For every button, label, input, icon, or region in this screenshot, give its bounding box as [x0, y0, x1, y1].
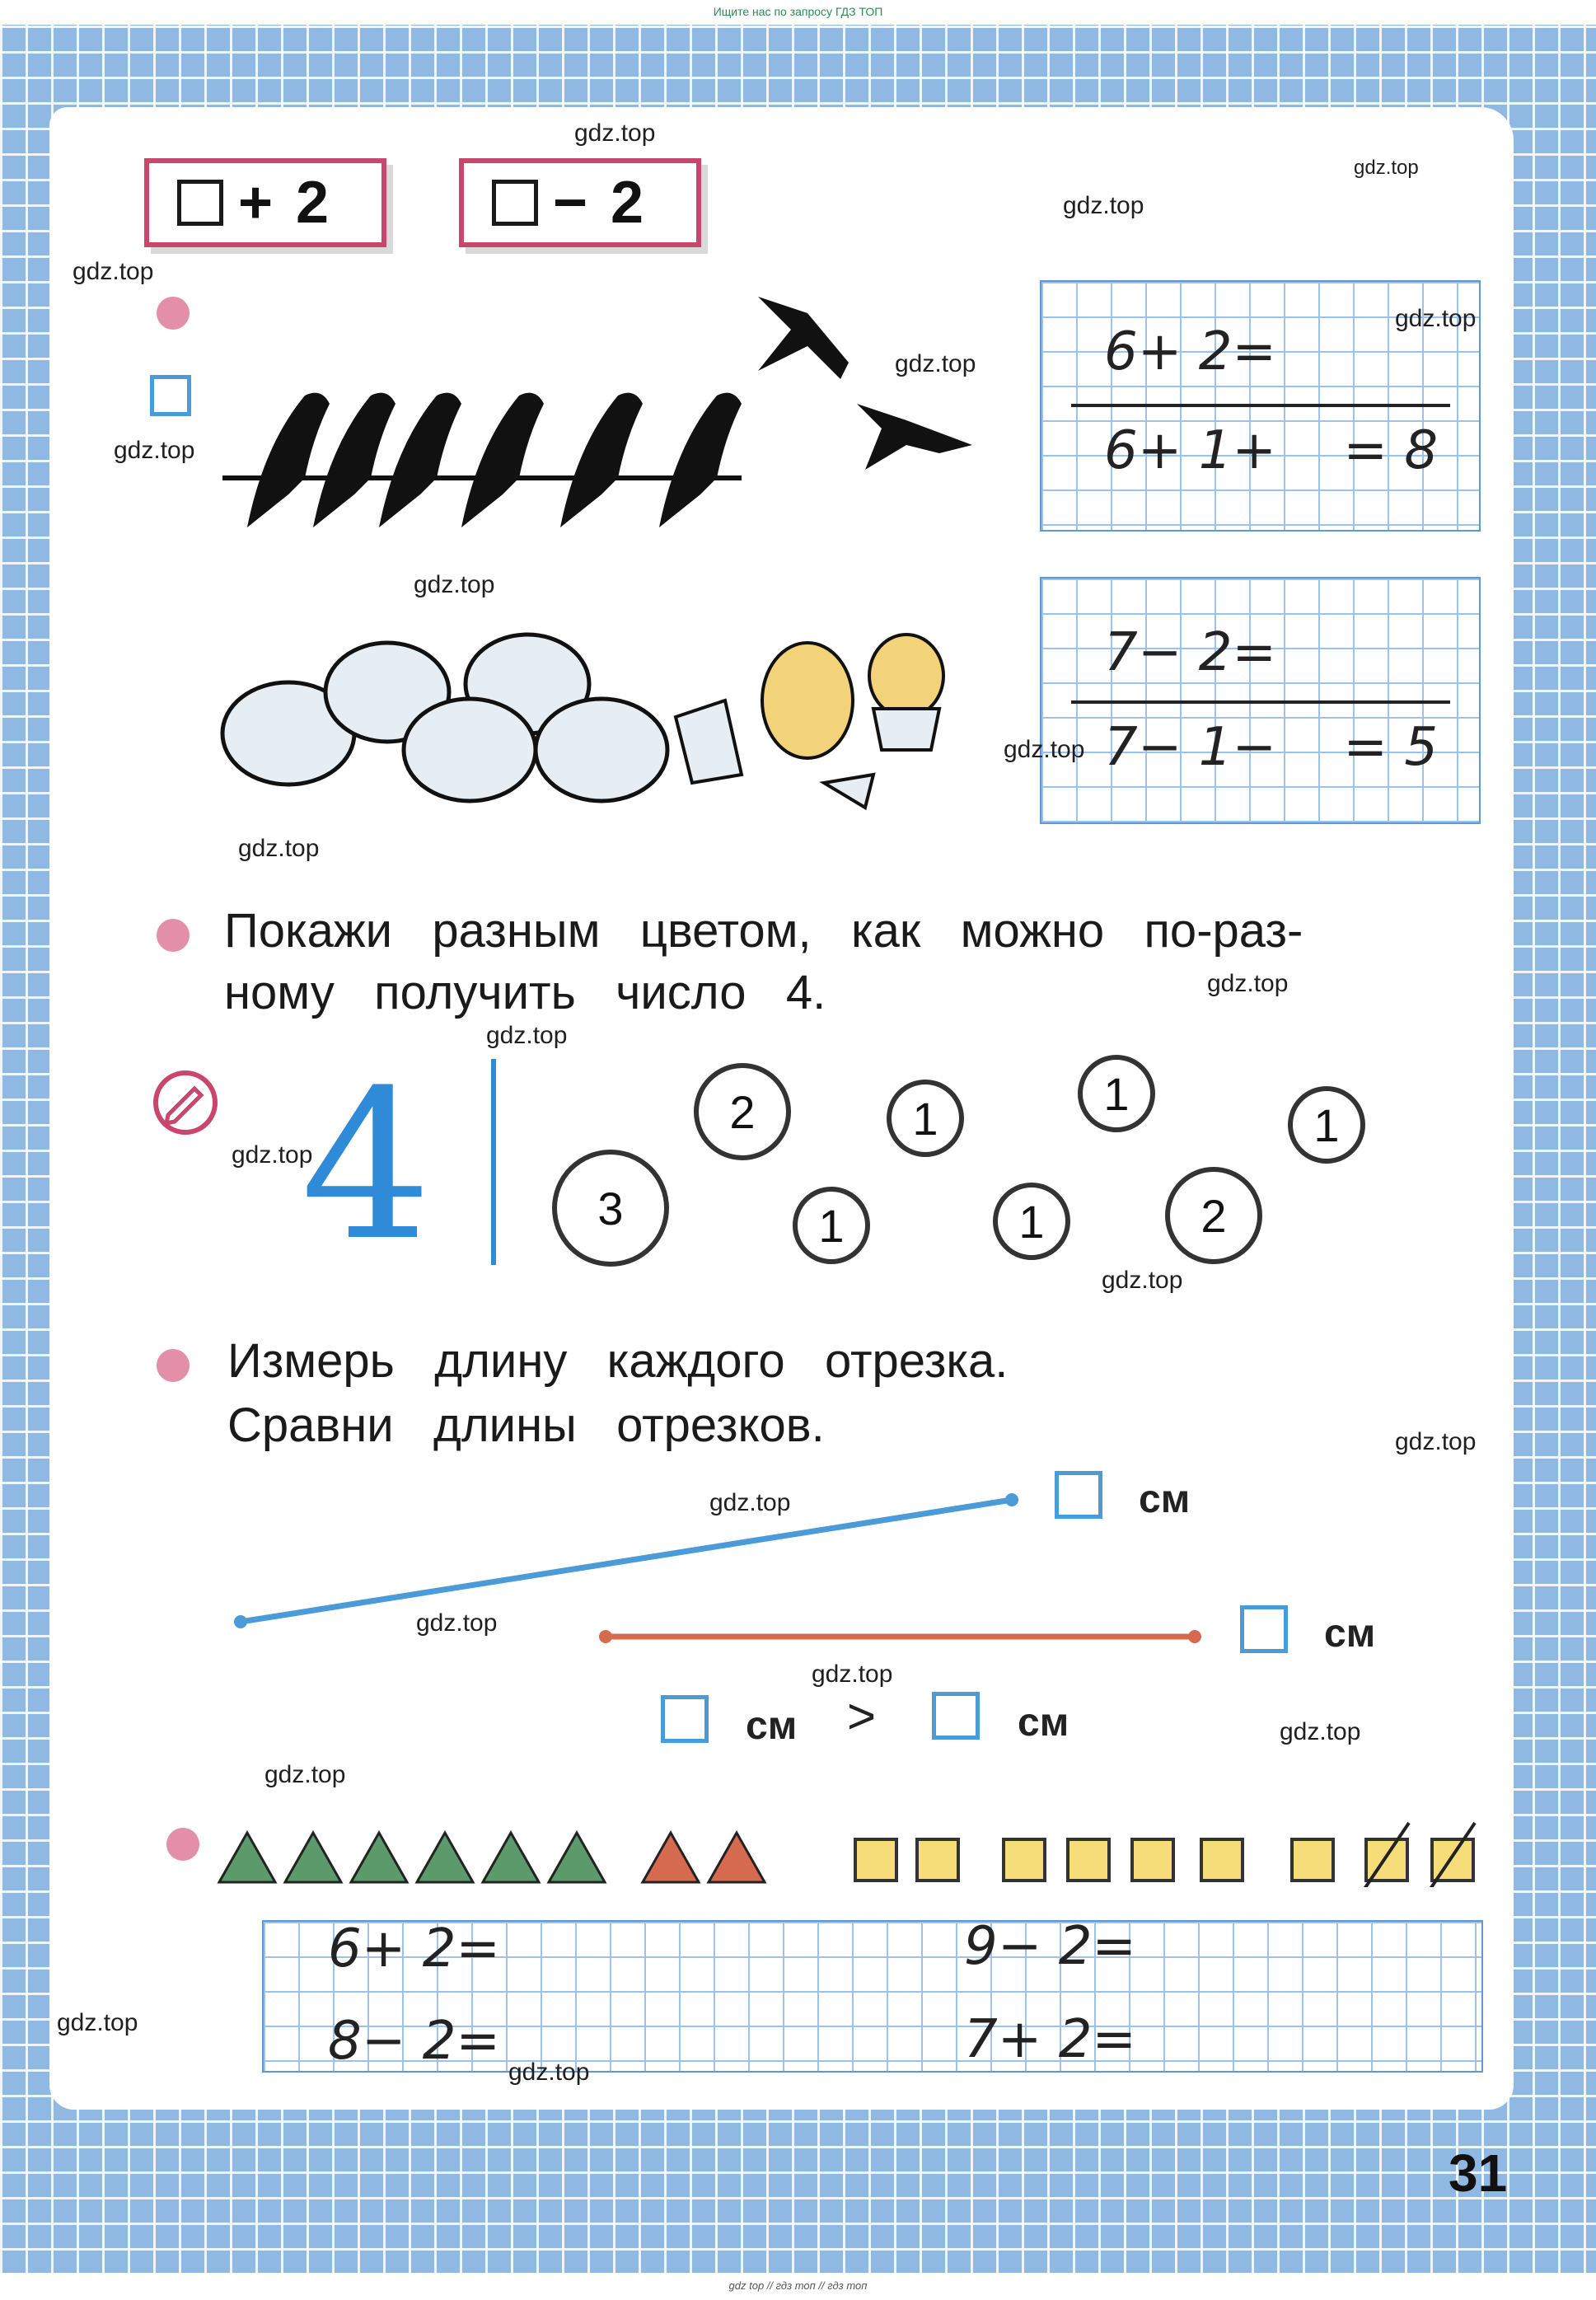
task-text: ному получить число 4.	[224, 966, 826, 1019]
number-circle[interactable]: 2	[1165, 1167, 1262, 1264]
task-text: Измерь длину каждого отрезка.	[227, 1334, 1009, 1388]
equation-line: 8− 2=	[328, 2011, 501, 2072]
watermark: gdz.top	[1280, 1718, 1361, 1745]
bullet-dot	[166, 1828, 199, 1861]
equation-line: 6+ 1+ = 8	[1104, 420, 1439, 481]
number-circle[interactable]: 1	[1078, 1055, 1155, 1132]
watermark: gdz.top	[57, 2009, 138, 2036]
divider-line	[1071, 404, 1450, 407]
watermark: gdz.top	[1102, 1267, 1183, 1294]
pencil-icon	[150, 1067, 221, 1138]
bullet-dot	[157, 919, 190, 952]
empty-square-icon	[177, 180, 223, 226]
watermark: gdz.top	[1004, 736, 1085, 763]
equation-line: 7− 2=	[1104, 622, 1277, 683]
equation-line: 6+ 2=	[1104, 321, 1277, 382]
task-text: Сравни длины отрезков.	[227, 1398, 825, 1452]
answer-square[interactable]	[1055, 1471, 1102, 1519]
number-circle[interactable]: 1	[793, 1187, 870, 1264]
number-circle[interactable]: 2	[694, 1063, 791, 1160]
watermark: gdz.top	[1395, 1428, 1477, 1455]
eggs-chicks-illustration	[214, 610, 972, 824]
minus-two-text: − 2	[553, 170, 648, 236]
header-text: Ищите нас по запросу ГДЗ ТОП	[713, 5, 883, 18]
shapes-row	[213, 1821, 1498, 1887]
minus-two-label	[459, 158, 701, 247]
watermark: gdz.top	[508, 2059, 590, 2086]
watermark: gdz.top	[264, 1761, 346, 1788]
watermark: gdz.top	[414, 571, 495, 598]
unit-cm: см	[746, 1704, 798, 1748]
watermark: gdz.top	[812, 1661, 893, 1688]
watermark: gdz.top	[1354, 157, 1419, 179]
watermark: gdz.top	[238, 835, 320, 862]
answer-square[interactable]	[1240, 1605, 1288, 1653]
greater-sign: >	[847, 1689, 877, 1744]
bullet-dot	[157, 1349, 190, 1382]
watermark: gdz.top	[574, 119, 656, 147]
page-number: 31	[1449, 2143, 1508, 2203]
watermark: gdz.top	[1063, 192, 1144, 219]
watermark: gdz.top	[73, 258, 154, 285]
watermark: gdz.top	[895, 350, 976, 377]
watermark: gdz.top	[114, 437, 195, 464]
empty-square-icon	[492, 180, 538, 226]
unit-cm: см	[1018, 1701, 1069, 1745]
answer-square[interactable]	[661, 1695, 709, 1743]
divider-line	[1071, 700, 1450, 704]
number-circle[interactable]: 1	[1288, 1086, 1365, 1164]
task-text: Покажи разным цветом, как можно по-раз-	[224, 904, 1303, 958]
watermark: gdz.top	[486, 1022, 568, 1049]
swallows-illustration	[214, 280, 1005, 560]
equation-line: 7− 1− = 5	[1104, 717, 1439, 778]
number-circle[interactable]: 3	[552, 1150, 669, 1267]
watermark: gdz.top	[232, 1141, 313, 1169]
equation-line: 7+ 2=	[964, 2009, 1137, 2070]
big-number-four: 4	[301, 1046, 433, 1286]
watermark: gdz.top	[1395, 305, 1477, 332]
plus-two-text: + 2	[238, 170, 333, 236]
equation-line: 6+ 2=	[328, 1918, 501, 1979]
answer-square[interactable]	[150, 375, 191, 416]
equation-line: 9− 2=	[964, 1916, 1137, 1977]
watermark: gdz.top	[709, 1489, 791, 1516]
number-circle[interactable]: 1	[887, 1080, 964, 1157]
answer-square[interactable]	[932, 1692, 980, 1740]
unit-cm: см	[1139, 1478, 1191, 1521]
bullet-dot	[157, 297, 190, 330]
number-circle[interactable]: 1	[993, 1183, 1070, 1260]
watermark: gdz.top	[416, 1609, 498, 1637]
footer-text: gdz top // гдз топ // гдз топ	[728, 2279, 868, 2292]
plus-two-label	[144, 158, 386, 247]
watermark: gdz.top	[1207, 970, 1289, 997]
unit-cm: см	[1324, 1612, 1376, 1656]
vertical-divider	[491, 1059, 496, 1265]
